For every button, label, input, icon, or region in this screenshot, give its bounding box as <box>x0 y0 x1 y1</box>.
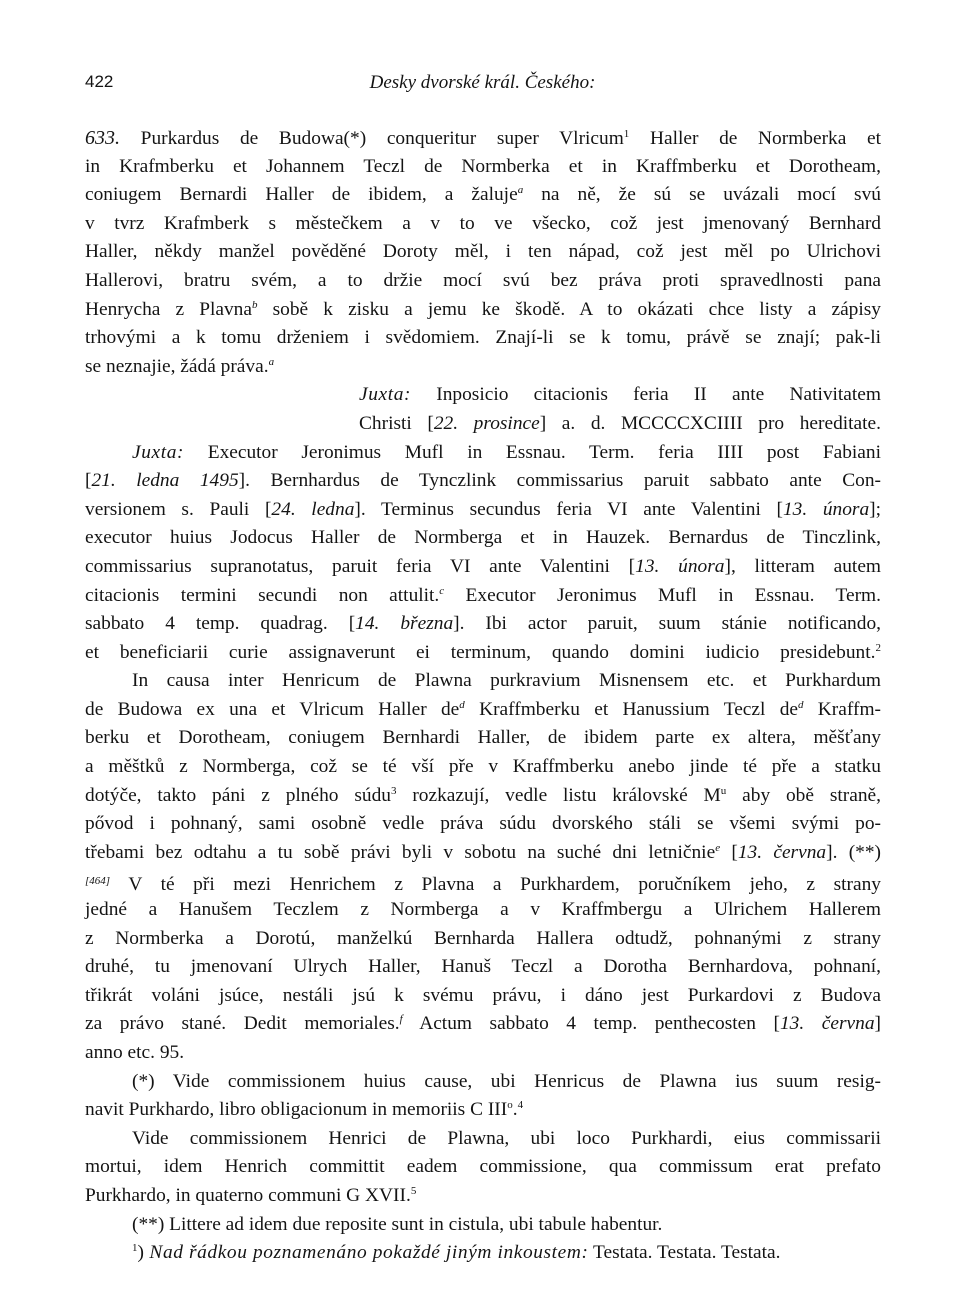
verdict-line: druhé, tu jmenovaní Ulrych Haller, Hanuš Teczl a Dorotha Bernhardova, pohnaní, <box>85 956 881 978</box>
note-mark: a <box>517 184 524 197</box>
juxta-text: ]. Ibi actor paruit, suum stánie notificando, <box>453 613 881 635</box>
date: 24. ledna <box>271 498 355 520</box>
causa-text: rozkazují, vedle listu královské M <box>396 784 721 806</box>
juxta-text: versionem s. Pauli [ <box>85 498 272 520</box>
juxta-text: ]. Terminus secundus feria VI ante Valentini [ <box>354 498 783 520</box>
causa-line: In causa inter Henricum de Plawna purkravium Misnensem etc. et Purkhardum <box>132 670 881 692</box>
entry-number: 633. <box>85 127 120 149</box>
juxta-text: [ <box>85 470 92 492</box>
date: 13. června <box>779 1013 875 1035</box>
date: 21. ledna 1495 <box>91 470 239 492</box>
juxta-text: ]; <box>869 498 882 520</box>
page-body <box>85 124 881 1268</box>
causa-line: berku et Dorotheam, coniugem Bernhardi Haller, de ibidem parte ex altera, měšťany <box>85 727 881 749</box>
date: 13. června <box>737 841 827 863</box>
entry-text: Purkardus de Budowa(*) conqueritur super Vlricum <box>120 128 624 149</box>
footnote-ref: 2 <box>875 641 881 654</box>
causa-line: a měštků z Normberga, což se té vší pře v Kraffmberku anebo jinde té pře a statku <box>85 756 881 778</box>
juxta-line <box>85 439 881 468</box>
entry-line: v tvrz Krafmberk s městečkem a v to ve všecko, což jest jmenovaný Bernhard <box>85 212 881 234</box>
note-line: Vide commissionem Henrici de Plawna, ubi loco Purkhardi, eius commissarii <box>132 1127 881 1149</box>
footnote-ref: 5 <box>410 1184 417 1197</box>
date: 22. prosince <box>433 412 540 434</box>
date: 13. února <box>782 498 870 520</box>
footnote-paren: ) <box>137 1242 144 1264</box>
entry-line <box>85 181 881 210</box>
verdict-line: z Normberka a Dorotú, manželkú Bernharda Hallera odtudž, pohnanými z strany <box>85 927 881 949</box>
note-mark: b <box>251 298 258 311</box>
juxta-text: sabbato 4 temp. quadrag. [ <box>85 613 356 635</box>
note-line: (*) Vide commissionem huius cause, ubi Henricus de Plawna ius suum resig- <box>132 1070 881 1092</box>
juxta-line <box>85 467 881 496</box>
causa-text: Kraffm- <box>803 698 881 720</box>
causa-text: [ <box>720 841 738 863</box>
footnote-mark: 1 <box>132 1242 138 1255</box>
entry-text: na ně, že sú se uvázali mocí svú <box>523 184 881 206</box>
margin-folio: [464] <box>85 875 111 888</box>
entry-line: in Krafmberku et Johannem Teczl de Normberka et in Kraffmberku et Dorotheam, <box>85 155 881 177</box>
juxta-text: citacionis termini secundi non attulit. <box>85 584 440 606</box>
entry-line <box>85 124 881 153</box>
causa-line <box>85 696 881 725</box>
entry-text: Henrycha z Plavna <box>85 298 252 320</box>
entry-line: Hallerovi, bratru svém, a to držie mocí svú bez práva proti spravedlnosti pana <box>85 269 881 291</box>
causa-text: ]. (**) <box>826 841 881 863</box>
juxta-line <box>85 553 881 582</box>
juxta-line <box>85 381 881 410</box>
causa-line: pővod i pohnaný, sami osobně vedle práva súdu dvorského stáli se všemi svými po- <box>85 813 881 835</box>
juxta-text: Inposicio citacionis feria II ante Nativitatem <box>411 384 881 406</box>
note-mark: d <box>798 698 804 711</box>
superscript: u <box>720 784 727 797</box>
verdict-text: ] <box>874 1013 881 1035</box>
entry-text: coniugem Bernardi Haller de ibidem, a žaluje <box>85 184 518 206</box>
verdict-line <box>85 867 881 896</box>
entry-line: trhovými a k tomu drženiem i svědomiem. Znají-li se k tomu, právě se znají; pak-li <box>85 327 881 349</box>
verdict-line: třikrát voláni jsúce, nestáli jsú k svému právu, i dáno jest Purkardovi z Budova <box>85 984 881 1006</box>
footnote-ref: 4 <box>517 1099 524 1112</box>
entry-text: sobě k zisku a jemu ke škodě. A to okázati chce listy a zápisy <box>257 298 881 320</box>
entry-text: se neznajie, žádá práva. <box>85 355 269 377</box>
juxta-text: commissarius supranotatus, paruit feria VI ante Valentini [ <box>85 555 636 577</box>
juxta-text: Executor Jeronimus Mufl in Essnau. Term. <box>444 584 881 606</box>
juxta-text: ]. Bernhardus de Tynczlink commissarius paruit sabbato ante Con- <box>238 470 881 492</box>
juxta-line: executor huius Jodocus Haller de Normberga et in Hauzek. Bernardus de Tinczlink, <box>85 527 881 549</box>
note-text: Purkhardo, in quaterno communi G XVII. <box>85 1184 411 1206</box>
note-line <box>85 1182 881 1211</box>
causa-text: třebami bez odtahu a tu sobě právi byli v sobotu na suché dni letničnie <box>85 841 716 863</box>
running-title: Desky dvorské král. Českého: <box>369 72 596 93</box>
juxta-line <box>85 582 881 611</box>
causa-text: de Budowa ex una et Vlricum Haller de <box>85 698 460 720</box>
causa-text: Kraffmberku et Hanussium Teczl de <box>464 698 799 720</box>
superscript: o <box>507 1099 513 1112</box>
entry-text: Haller de Normberka et <box>629 128 881 149</box>
date: 13. února <box>635 555 725 577</box>
juxta-text: Christi [ <box>359 412 434 434</box>
juxta-line <box>85 639 881 668</box>
note-mark: d <box>459 698 465 711</box>
date: 14. března <box>355 613 454 635</box>
verdict-text: za právo stané. Dedit memoriales. <box>85 1013 400 1035</box>
causa-line <box>85 839 881 868</box>
causa-text: aby obě straně, <box>726 784 881 806</box>
note-mark: c <box>439 584 445 597</box>
note-mark: f <box>399 1013 403 1026</box>
juxta-label: Juxta: <box>132 441 185 463</box>
juxta-text: ], litteram autem <box>724 555 882 577</box>
note-mark: e <box>715 841 721 854</box>
note-mark: a <box>268 355 275 368</box>
page-number: 422 <box>85 72 114 91</box>
entry-line <box>85 353 881 382</box>
footnote <box>85 1239 881 1268</box>
note-line <box>85 1096 881 1125</box>
verdict-line: anno etc. 95. <box>85 1042 185 1063</box>
entry-line <box>85 296 881 325</box>
note-text: navit Purkhardo, libro obligacionum in memoriis C III <box>85 1099 508 1121</box>
footnote-text: Testata. Testata. Testata. <box>588 1242 781 1264</box>
juxta-label: Juxta: <box>359 384 412 406</box>
juxta-text: ] a. d. MCCCCXCIIII pro hereditate. <box>539 412 881 434</box>
note-line: mortui, idem Henrich committit eadem commissione, qua commissum erat prefato <box>85 1156 881 1178</box>
footnote-ref: 3 <box>390 784 397 797</box>
verdict-text: Actum sabbato 4 temp. penthecosten [ <box>402 1013 780 1035</box>
juxta-line <box>85 410 881 439</box>
verdict-line <box>85 1010 881 1039</box>
verdict-line: jedné a Hanušem Teczlem z Normberga a v Kraffmbergu a Ulrichem Hallerem <box>85 899 881 921</box>
verdict-text: V té při mezi Henrichem z Plavna a Purkhardem, poručníkem jeho, z strany <box>110 874 881 896</box>
footnote-ref: 1 <box>623 128 630 140</box>
juxta-text: Executor Jeronimus Mufl in Essnau. Term. feria IIII post Fabiani <box>184 441 881 463</box>
causa-text: dotýče, takto páni z plného súdu <box>85 784 391 806</box>
page-header <box>85 72 880 102</box>
note-text: . <box>512 1099 518 1121</box>
causa-line <box>85 782 881 811</box>
note-line: (**) Littere ad idem due reposite sunt in cistula, ubi tabule habentur. <box>132 1213 663 1235</box>
footnote-italic: Nad řádkou poznamenáno pokaždé jiným inkoustem: <box>143 1242 589 1264</box>
juxta-text: et beneficiarii curie assignaverunt ei terminum, quando domini iudicio presidebunt. <box>85 641 876 663</box>
juxta-line <box>85 496 881 525</box>
juxta-line <box>85 610 881 639</box>
entry-line: Haller, někdy manžel pověděné Doroty měl, i ten nápad, což jest měl po Ulrichovi <box>85 241 881 263</box>
